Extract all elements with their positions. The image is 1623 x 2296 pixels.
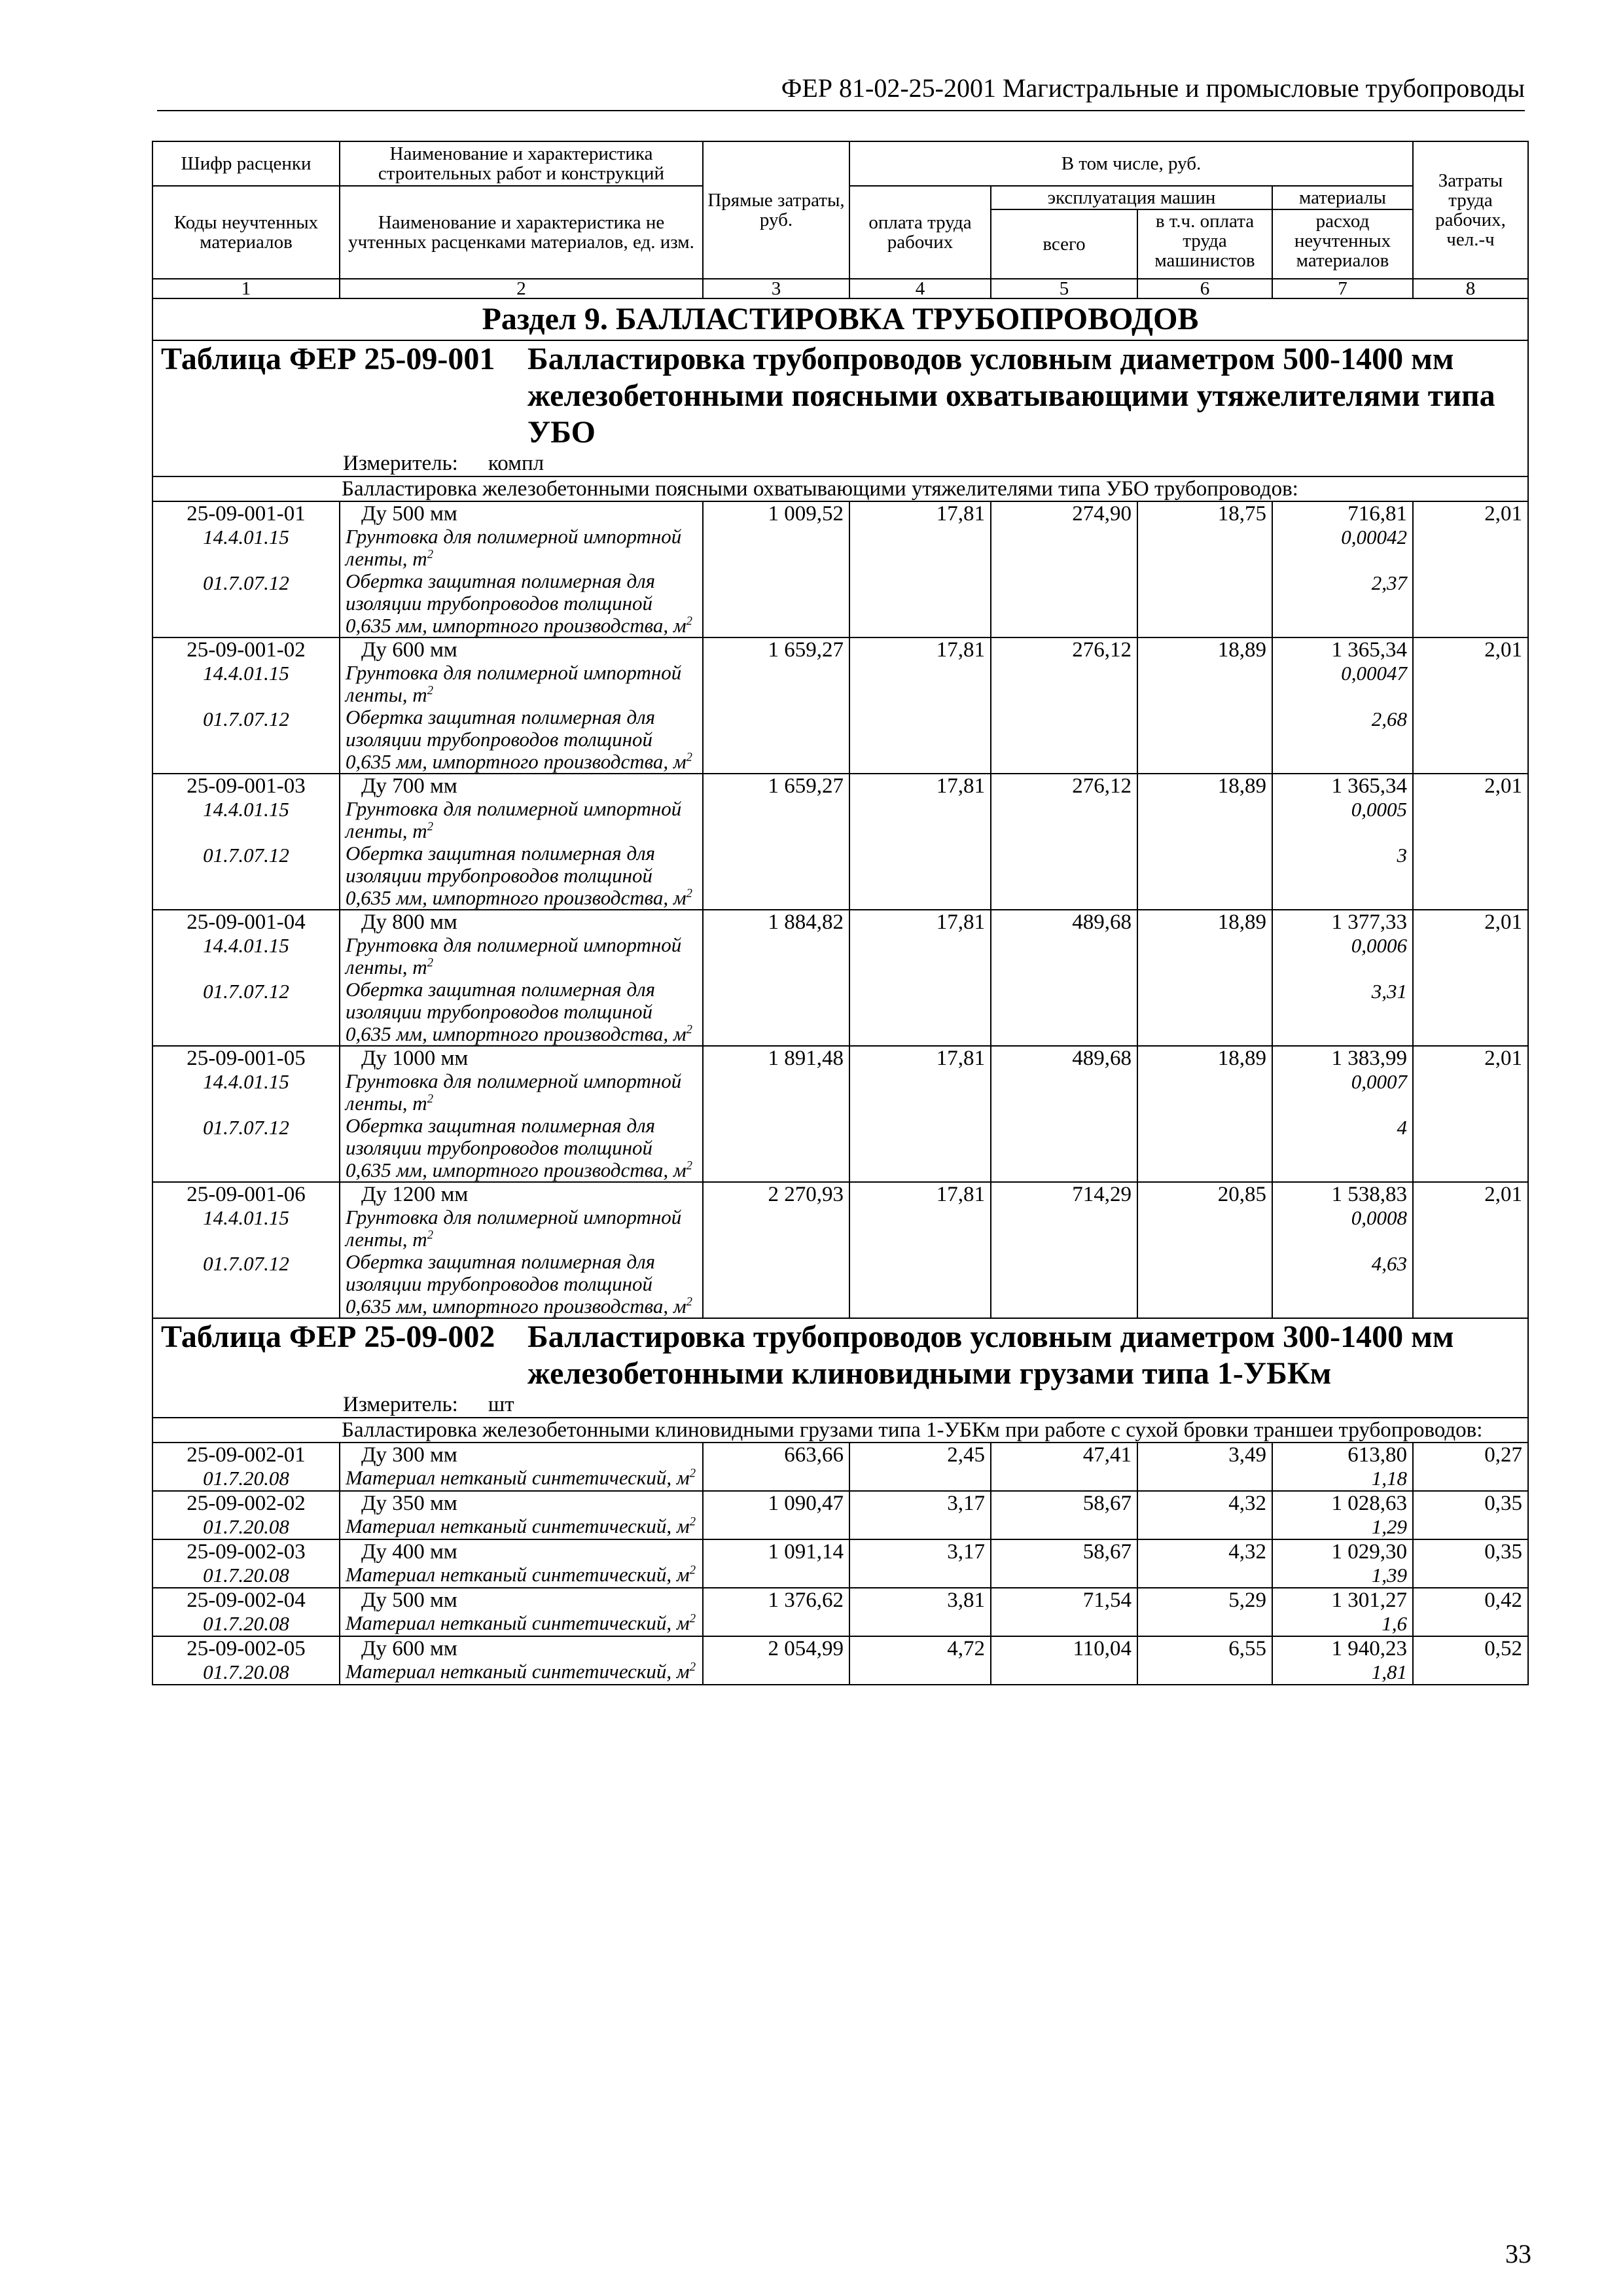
materials-value: 1 538,83 — [1331, 1183, 1407, 1206]
wages-cost: 17,81 — [849, 774, 991, 910]
col-direct-header: Прямые затраты, руб. — [703, 141, 849, 279]
machines-cost: 489,68 — [991, 910, 1137, 1046]
measure-label: Измеритель: — [343, 452, 458, 475]
col-wages-header: оплата труда рабочих — [849, 186, 991, 279]
machines-wages-cost: 4,32 — [1137, 1539, 1272, 1588]
material-name-text: Грунтовка для полимерной импортной ленты, т — [346, 525, 682, 570]
material-value: 2,68 — [1371, 708, 1407, 730]
page-header — [157, 73, 1525, 111]
material-name — [346, 1515, 697, 1537]
material-name-text: Материал нетканый синтетический, м — [346, 1611, 690, 1634]
wages-cost: 3,17 — [849, 1539, 991, 1588]
rate-name-cell — [340, 910, 703, 1046]
material-name — [346, 1660, 697, 1683]
col-labor-header: Затраты труда рабочих, чел.-ч — [1413, 141, 1528, 279]
labor-cost: 2,01 — [1413, 774, 1528, 910]
material-value: 2,37 — [1371, 571, 1407, 594]
rate-code-cell — [152, 501, 340, 637]
col-matname-header: Наименование и характеристика не учтенных расценками материалов, ед. изм. — [340, 186, 703, 279]
labor-cost: 0,35 — [1413, 1491, 1528, 1539]
group-heading: Балластировка железобетонными клиновидными грузами типа 1-УБКм при работе с сухой бровки траншеи трубопроводов: — [152, 1418, 1528, 1443]
unit-superscript: 2 — [686, 614, 692, 628]
col-number: 6 — [1137, 279, 1272, 298]
wages-cost: 2,45 — [849, 1443, 991, 1491]
direct-cost: 1 009,52 — [703, 501, 849, 637]
machines-wages-cost: 18,75 — [1137, 501, 1272, 637]
unit-superscript: 2 — [427, 956, 433, 970]
material-name-text: Грунтовка для полимерной импортной ленты, т — [346, 933, 682, 978]
material-name — [346, 842, 697, 909]
table-title-row — [152, 1318, 1528, 1418]
unit-superscript: 2 — [427, 683, 433, 698]
material-code: 01.7.07.12 — [203, 980, 289, 1003]
rate-code-cell — [152, 1636, 340, 1685]
rate-code: 25-09-002-04 — [187, 1588, 306, 1612]
material-name-text: Обертка защитная полимерная для изоляции трубопроводов толщиной 0,635 мм, импортного производства, м — [346, 1114, 687, 1181]
machines-wages-cost: 18,89 — [1137, 1046, 1272, 1182]
material-name-text: Обертка защитная полимерная для изоляции трубопроводов толщиной 0,635 мм, импортного производства, м — [346, 978, 687, 1045]
table-row — [152, 1182, 1528, 1318]
materials-cell — [1272, 1182, 1413, 1318]
unit-superscript: 2 — [427, 1228, 433, 1242]
materials-value: 1 301,27 — [1331, 1588, 1407, 1612]
material-code: 01.7.20.08 — [203, 1515, 289, 1538]
unit-superscript: 2 — [689, 1466, 696, 1480]
material-code: 01.7.20.08 — [203, 1660, 289, 1683]
machines-wages-cost: 20,85 — [1137, 1182, 1272, 1318]
rate-code-cell — [152, 1046, 340, 1182]
wages-cost: 4,72 — [849, 1636, 991, 1685]
machines-wages-cost: 3,49 — [1137, 1443, 1272, 1491]
materials-cell — [1272, 910, 1413, 1046]
material-name — [346, 570, 697, 637]
machines-cost: 58,67 — [991, 1539, 1137, 1588]
material-code: 14.4.01.15 — [203, 798, 289, 821]
wages-cost: 17,81 — [849, 501, 991, 637]
machines-cost: 714,29 — [991, 1182, 1137, 1318]
material-code: 01.7.20.08 — [203, 1564, 289, 1587]
table-row — [152, 774, 1528, 910]
material-name-text: Обертка защитная полимерная для изоляции трубопроводов толщиной 0,635 мм, импортного производства, м — [346, 1250, 687, 1318]
material-code: 01.7.07.12 — [203, 1116, 289, 1139]
materials-cell — [1272, 1588, 1413, 1636]
labor-cost: 0,42 — [1413, 1588, 1528, 1636]
table-measure — [153, 451, 1527, 476]
rate-name: Ду 500 мм — [361, 1588, 457, 1612]
machines-cost: 276,12 — [991, 774, 1137, 910]
unit-superscript: 2 — [686, 1295, 692, 1309]
rate-name: Ду 400 мм — [361, 1540, 457, 1564]
unit-superscript: 2 — [427, 1092, 433, 1106]
material-name — [346, 978, 697, 1045]
machines-cost: 274,90 — [991, 501, 1137, 637]
direct-cost: 1 891,48 — [703, 1046, 849, 1182]
measure-unit: шт — [488, 1393, 514, 1416]
wages-cost: 17,81 — [849, 637, 991, 774]
column-numbers-row — [152, 279, 1528, 298]
materials-value: 716,81 — [1347, 502, 1407, 526]
rate-name: Ду 1000 мм — [361, 1047, 469, 1070]
machines-cost: 489,68 — [991, 1046, 1137, 1182]
labor-cost: 2,01 — [1413, 910, 1528, 1046]
labor-cost: 0,27 — [1413, 1443, 1528, 1491]
material-code: 14.4.01.15 — [203, 934, 289, 957]
machines-cost: 110,04 — [991, 1636, 1137, 1685]
rate-name-cell — [340, 1588, 703, 1636]
materials-value: 1 365,34 — [1331, 638, 1407, 662]
table-row — [152, 1636, 1528, 1685]
material-code: 01.7.20.08 — [203, 1612, 289, 1635]
wages-cost: 3,81 — [849, 1588, 991, 1636]
material-name-text: Грунтовка для полимерной импортной ленты, т — [346, 1069, 682, 1115]
material-name-text: Материал нетканый синтетический, м — [346, 1563, 690, 1586]
rate-name-cell — [340, 1443, 703, 1491]
rate-name: Ду 700 мм — [361, 774, 457, 798]
material-value: 1,18 — [1371, 1467, 1407, 1490]
material-name — [346, 1070, 697, 1115]
materials-cell — [1272, 637, 1413, 774]
page-number: 33 — [1505, 2239, 1531, 2269]
table-title — [152, 340, 1528, 476]
unit-superscript: 2 — [686, 1022, 692, 1037]
unit-superscript: 2 — [689, 1515, 696, 1529]
rate-name-cell — [340, 1046, 703, 1182]
material-name-text: Грунтовка для полимерной импортной ленты, т — [346, 797, 682, 842]
machines-cost: 276,12 — [991, 637, 1137, 774]
labor-cost: 0,35 — [1413, 1539, 1528, 1588]
material-name-text: Обертка защитная полимерная для изоляции трубопроводов толщиной 0,635 мм, импортного производства, м — [346, 569, 687, 637]
rate-code: 25-09-002-02 — [187, 1492, 306, 1515]
col-matcode-header: Коды неучтенных материалов — [152, 186, 340, 279]
material-name-text: Обертка защитная полимерная для изоляции трубопроводов толщиной 0,635 мм, импортного производства, м — [346, 706, 687, 773]
col-number: 1 — [152, 279, 340, 298]
material-name — [346, 1467, 697, 1489]
wages-cost: 17,81 — [849, 910, 991, 1046]
col-machines-wages-header: в т.ч. оплата труда машинистов — [1137, 209, 1272, 279]
labor-cost: 0,52 — [1413, 1636, 1528, 1685]
unit-superscript: 2 — [686, 1158, 692, 1173]
wages-cost: 17,81 — [849, 1182, 991, 1318]
rate-code-cell — [152, 1491, 340, 1539]
material-name — [346, 706, 697, 773]
material-code: 01.7.07.12 — [203, 844, 289, 867]
material-code: 14.4.01.15 — [203, 526, 289, 548]
unit-superscript: 2 — [686, 750, 692, 764]
materials-value: 1 383,99 — [1331, 1047, 1407, 1070]
material-value: 0,00042 — [1341, 526, 1407, 548]
rate-name-cell — [340, 1491, 703, 1539]
table-row — [152, 637, 1528, 774]
header-row-1 — [152, 141, 1528, 186]
material-name — [346, 1612, 697, 1634]
unit-superscript: 2 — [689, 1660, 696, 1674]
table-row — [152, 1443, 1528, 1491]
unit-superscript: 2 — [689, 1563, 696, 1577]
rate-name-cell — [340, 774, 703, 910]
machines-wages-cost: 6,55 — [1137, 1636, 1272, 1685]
table-row — [152, 501, 1528, 637]
table-name: Балластировка трубопроводов условным диаметром 300-1400 мм железобетонными клиновидными грузами типа 1-УБКм — [527, 1319, 1454, 1391]
rate-name: Ду 500 мм — [361, 502, 457, 526]
material-name-text: Материал нетканый синтетический, м — [346, 1466, 690, 1489]
table-title-row — [152, 340, 1528, 476]
material-name — [346, 1251, 697, 1318]
rate-code: 25-09-001-05 — [187, 1047, 306, 1070]
table-row — [152, 1046, 1528, 1182]
machines-wages-cost: 18,89 — [1137, 637, 1272, 774]
labor-cost: 2,01 — [1413, 1046, 1528, 1182]
rate-code-cell — [152, 637, 340, 774]
rate-code-cell — [152, 1443, 340, 1491]
material-value: 0,0006 — [1351, 934, 1407, 957]
col-incl-header: В том числе, руб. — [849, 141, 1413, 186]
rate-name: Ду 800 мм — [361, 910, 457, 934]
rate-code: 25-09-001-01 — [187, 502, 306, 526]
wages-cost: 17,81 — [849, 1046, 991, 1182]
rate-code: 25-09-001-06 — [187, 1183, 306, 1206]
rates-table — [152, 141, 1529, 1685]
col-materials-header: материалы — [1272, 186, 1413, 209]
col-machines-total-header: всего — [991, 209, 1137, 279]
direct-cost: 1 090,47 — [703, 1491, 849, 1539]
page-header-title: ФЕР 81-02-25-2001 Магистральные и промысловые трубопроводы — [781, 73, 1525, 103]
machines-wages-cost: 18,89 — [1137, 774, 1272, 910]
materials-cell — [1272, 1636, 1413, 1685]
unit-superscript: 2 — [427, 819, 433, 834]
machines-cost: 58,67 — [991, 1491, 1137, 1539]
machines-cost: 71,54 — [991, 1588, 1137, 1636]
material-name-text: Грунтовка для полимерной импортной ленты, т — [346, 1206, 682, 1251]
material-code: 01.7.07.12 — [203, 1252, 289, 1275]
table-row — [152, 910, 1528, 1046]
material-value: 4,63 — [1371, 1252, 1407, 1275]
materials-value: 1 029,30 — [1331, 1540, 1407, 1564]
direct-cost: 1 884,82 — [703, 910, 849, 1046]
labor-cost: 2,01 — [1413, 501, 1528, 637]
table-measure — [153, 1392, 1527, 1417]
unit-superscript: 2 — [427, 547, 433, 562]
col-number: 4 — [849, 279, 991, 298]
direct-cost: 2 054,99 — [703, 1636, 849, 1685]
col-code-header: Шифр расценки — [152, 141, 340, 186]
direct-cost: 1 659,27 — [703, 774, 849, 910]
col-number: 2 — [340, 279, 703, 298]
table-name: Балластировка трубопроводов условным диаметром 500-1400 мм железобетонными поясными охватывающими утяжелителями типа УБО — [527, 342, 1495, 450]
materials-value: 1 028,63 — [1331, 1492, 1407, 1515]
material-value: 1,39 — [1371, 1564, 1407, 1587]
rate-code: 25-09-001-03 — [187, 774, 306, 798]
rate-name: Ду 1200 мм — [361, 1183, 469, 1206]
material-name — [346, 662, 697, 706]
unit-superscript: 2 — [689, 1611, 696, 1626]
rate-code: 25-09-002-03 — [187, 1540, 306, 1564]
rate-name-cell — [340, 501, 703, 637]
rate-code-cell — [152, 774, 340, 910]
material-name — [346, 1115, 697, 1181]
rate-name-cell — [340, 1182, 703, 1318]
measure-label: Измеритель: — [343, 1393, 458, 1416]
material-name — [346, 1206, 697, 1251]
table-row — [152, 1491, 1528, 1539]
material-name-text: Материал нетканый синтетический, м — [346, 1515, 690, 1537]
rate-code: 25-09-002-01 — [187, 1443, 306, 1467]
materials-cell — [1272, 1491, 1413, 1539]
machines-wages-cost: 5,29 — [1137, 1588, 1272, 1636]
direct-cost: 1 376,62 — [703, 1588, 849, 1636]
direct-cost: 2 270,93 — [703, 1182, 849, 1318]
col-number: 3 — [703, 279, 849, 298]
material-name-text: Обертка защитная полимерная для изоляции трубопроводов толщиной 0,635 мм, импортного производства, м — [346, 842, 687, 909]
rate-name: Ду 600 мм — [361, 1637, 457, 1660]
rate-name: Ду 350 мм — [361, 1492, 457, 1515]
material-code: 14.4.01.15 — [203, 662, 289, 685]
material-value: 0,00047 — [1341, 662, 1407, 685]
material-code: 14.4.01.15 — [203, 1206, 289, 1229]
rate-name-cell — [340, 1636, 703, 1685]
table-code: Таблица ФЕР 25-09-002 — [161, 1319, 495, 1354]
group-row — [152, 1418, 1528, 1443]
rate-code-cell — [152, 1539, 340, 1588]
materials-cell — [1272, 1046, 1413, 1182]
table-title-grid — [153, 1319, 1527, 1392]
col-number: 8 — [1413, 279, 1528, 298]
col-number: 5 — [991, 279, 1137, 298]
materials-cell — [1272, 501, 1413, 637]
materials-cell — [1272, 1443, 1413, 1491]
material-name-text: Грунтовка для полимерной импортной ленты, т — [346, 661, 682, 706]
material-name — [346, 1564, 697, 1586]
section-row — [152, 298, 1528, 340]
material-value: 3,31 — [1371, 980, 1407, 1003]
rate-code: 25-09-002-05 — [187, 1637, 306, 1660]
table-row — [152, 1588, 1528, 1636]
table-title-grid — [153, 341, 1527, 451]
col-materials-sub-header: расход неучтенных материалов — [1272, 209, 1413, 279]
section-title: Раздел 9. БАЛЛАСТИРОВКА ТРУБОПРОВОДОВ — [152, 298, 1528, 340]
machines-wages-cost: 18,89 — [1137, 910, 1272, 1046]
rate-code: 25-09-001-02 — [187, 638, 306, 662]
unit-superscript: 2 — [686, 886, 692, 901]
material-name — [346, 934, 697, 978]
labor-cost: 2,01 — [1413, 1182, 1528, 1318]
materials-value: 613,80 — [1347, 1443, 1407, 1467]
material-code: 01.7.07.12 — [203, 708, 289, 730]
group-heading: Балластировка железобетонными поясными охватывающими утяжелителями типа УБО трубопроводов: — [152, 476, 1528, 501]
material-name — [346, 526, 697, 570]
material-name — [346, 798, 697, 842]
wages-cost: 3,17 — [849, 1491, 991, 1539]
material-value: 1,6 — [1382, 1612, 1407, 1635]
rate-name: Ду 600 мм — [361, 638, 457, 662]
rate-code-cell — [152, 1588, 340, 1636]
material-value: 0,0007 — [1351, 1070, 1407, 1093]
material-value: 1,29 — [1371, 1515, 1407, 1538]
material-code: 01.7.20.08 — [203, 1467, 289, 1490]
labor-cost: 2,01 — [1413, 637, 1528, 774]
col-machines-header: эксплуатация машин — [991, 186, 1272, 209]
direct-cost: 1 659,27 — [703, 637, 849, 774]
table-row — [152, 1539, 1528, 1588]
direct-cost: 663,66 — [703, 1443, 849, 1491]
material-code: 14.4.01.15 — [203, 1070, 289, 1093]
material-name-text: Материал нетканый синтетический, м — [346, 1660, 690, 1683]
materials-value: 1 940,23 — [1331, 1637, 1407, 1660]
table-code: Таблица ФЕР 25-09-001 — [161, 342, 495, 376]
rate-code: 25-09-001-04 — [187, 910, 306, 934]
col-name-header: Наименование и характеристика строительных работ и конструкций — [340, 141, 703, 186]
machines-wages-cost: 4,32 — [1137, 1491, 1272, 1539]
rate-name: Ду 300 мм — [361, 1443, 457, 1467]
col-number: 7 — [1272, 279, 1413, 298]
materials-cell — [1272, 1539, 1413, 1588]
direct-cost: 1 091,14 — [703, 1539, 849, 1588]
material-value: 4 — [1397, 1116, 1407, 1139]
machines-cost: 47,41 — [991, 1443, 1137, 1491]
material-code: 01.7.07.12 — [203, 571, 289, 594]
rate-code-cell — [152, 910, 340, 1046]
material-value: 0,0008 — [1351, 1206, 1407, 1229]
materials-cell — [1272, 774, 1413, 910]
group-row — [152, 476, 1528, 501]
rate-name-cell — [340, 637, 703, 774]
rate-name-cell — [340, 1539, 703, 1588]
materials-value: 1 377,33 — [1331, 910, 1407, 934]
measure-unit: компл — [488, 452, 544, 475]
material-value: 3 — [1397, 844, 1407, 867]
table-title — [152, 1318, 1528, 1418]
rate-code-cell — [152, 1182, 340, 1318]
material-value: 0,0005 — [1351, 798, 1407, 821]
material-value: 1,81 — [1371, 1660, 1407, 1683]
materials-value: 1 365,34 — [1331, 774, 1407, 798]
